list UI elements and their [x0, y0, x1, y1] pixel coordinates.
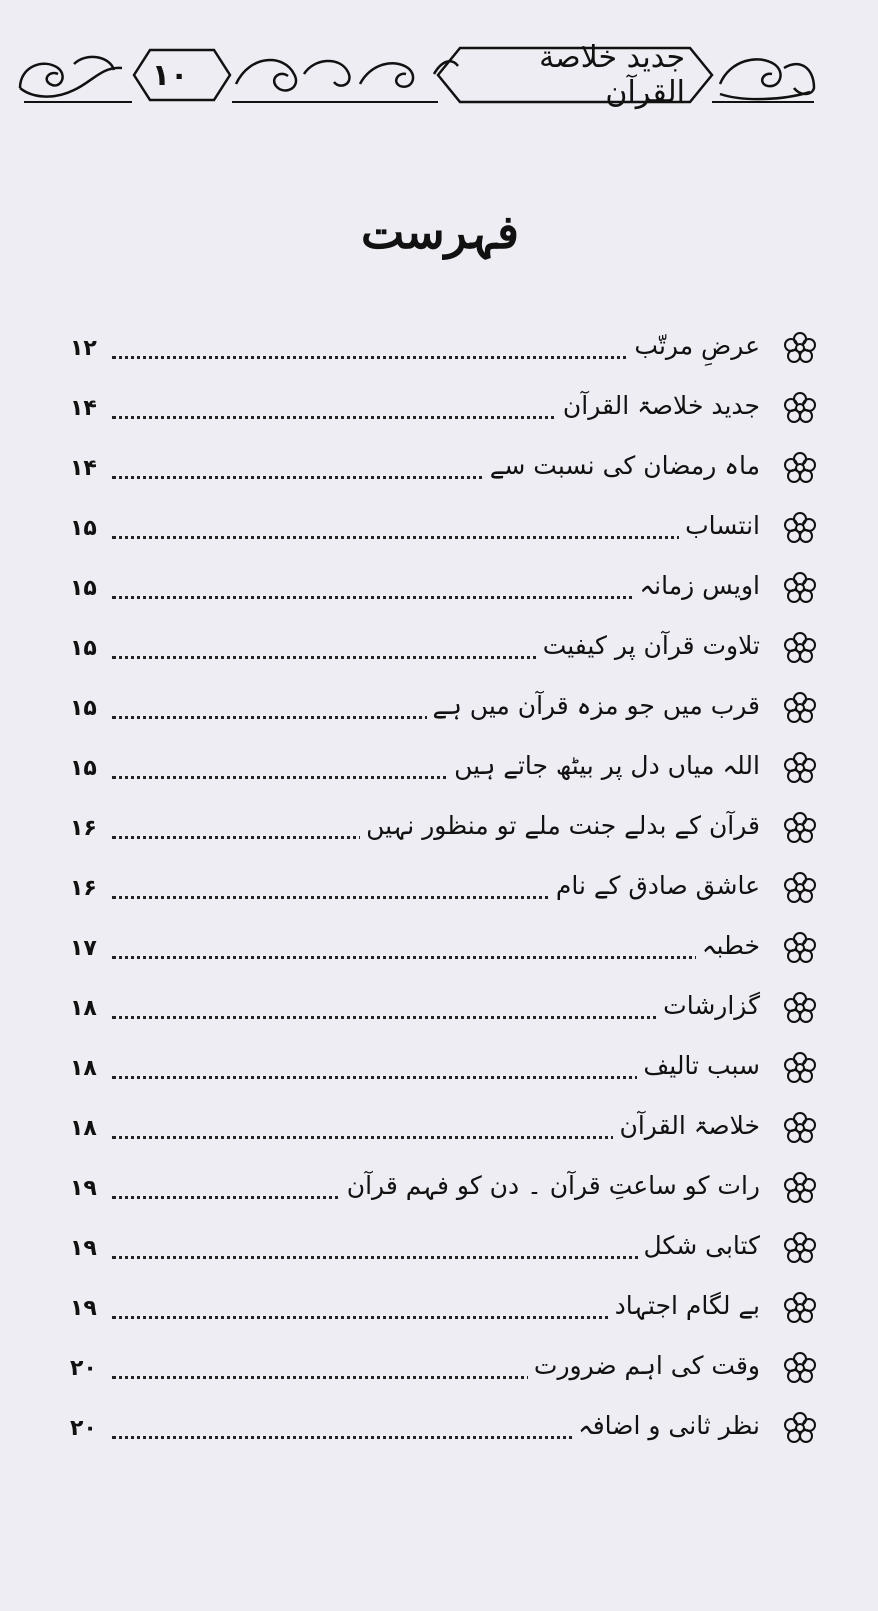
toc-entry-title: عاشق صادق کے نام — [550, 866, 760, 906]
toc-entry-page: ۱۸ — [70, 992, 112, 1026]
toc-entry-page: ۱۵ — [70, 632, 112, 666]
toc-entry-title: ماہ رمضان کی نسبت سے — [484, 446, 760, 486]
flower-ornament-icon — [782, 570, 818, 606]
flower-ornament-icon — [782, 450, 818, 486]
flower-ornament-icon — [782, 390, 818, 426]
toc-entry-page: ۱۴ — [70, 392, 112, 426]
toc-entry-page: ۱۲ — [70, 332, 112, 366]
toc-entry-title: عرضِ مرتّب — [628, 326, 760, 366]
toc-entry — [70, 442, 818, 502]
toc-entry-page: ۱۸ — [70, 1052, 112, 1086]
toc-entry-page: ۱۴ — [70, 452, 112, 486]
toc-entry — [70, 742, 818, 802]
running-title: جدید خلاصة القرآن — [539, 40, 685, 110]
page-number: ۱۰ — [151, 57, 189, 93]
toc-entry-page: ۱۹ — [70, 1232, 112, 1266]
toc-entry-title: نظر ثانی و اضافہ — [572, 1406, 760, 1446]
flower-ornament-icon — [782, 930, 818, 966]
toc-entry-page: ۱۵ — [70, 572, 112, 606]
toc-entry-page: ۲۰ — [70, 1352, 112, 1386]
toc-entry — [70, 322, 818, 382]
toc-entry-page: ۱۶ — [70, 872, 112, 906]
flower-ornament-icon — [782, 1290, 818, 1326]
toc-entry-title: سبب تالیف — [637, 1046, 760, 1086]
toc-entry-page: ۱۹ — [70, 1292, 112, 1326]
flower-ornament-icon — [782, 690, 818, 726]
toc-entry-page: ۲۰ — [70, 1412, 112, 1446]
toc-entry-title: اویس زمانہ — [634, 566, 760, 606]
toc-entry — [70, 802, 818, 862]
toc-entry — [70, 1042, 818, 1102]
flower-ornament-icon — [782, 1230, 818, 1266]
toc-entry — [70, 1102, 818, 1162]
toc-entry-title: وقت کی اہم ضرورت — [528, 1346, 760, 1386]
flower-ornament-icon — [782, 810, 818, 846]
toc-entry-page: ۱۵ — [70, 752, 112, 786]
flower-ornament-icon — [782, 1050, 818, 1086]
toc-entry — [70, 862, 818, 922]
dot-leader — [112, 956, 760, 959]
toc-entry — [70, 622, 818, 682]
toc-entry — [70, 1342, 818, 1402]
table-of-contents — [70, 322, 818, 1462]
toc-entry — [70, 562, 818, 622]
toc-entry-title: اللہ میاں دل پر بیٹھ جاتے ہیں — [448, 746, 760, 786]
toc-entry-page: ۱۹ — [70, 1172, 112, 1206]
toc-entry-page: ۱۵ — [70, 692, 112, 726]
toc-entry-page: ۱۸ — [70, 1112, 112, 1146]
ornamental-border-icon — [14, 40, 820, 110]
toc-entry-title: خطبہ — [696, 926, 760, 966]
toc-entry-title: انتساب — [679, 506, 760, 546]
toc-entry-page: ۱۷ — [70, 932, 112, 966]
toc-entry — [70, 982, 818, 1042]
header-ornament-band — [14, 40, 820, 110]
flower-ornament-icon — [782, 630, 818, 666]
flower-ornament-icon — [782, 1350, 818, 1386]
toc-entry-title: تلاوت قرآن پر کیفیت — [537, 626, 760, 666]
toc-entry-title: بے لگام اجتہاد — [609, 1286, 760, 1326]
flower-ornament-icon — [782, 1410, 818, 1446]
toc-entry-title: گزارشات — [657, 986, 760, 1026]
toc-entry — [70, 502, 818, 562]
toc-entry — [70, 1282, 818, 1342]
toc-entry — [70, 1222, 818, 1282]
toc-entry — [70, 922, 818, 982]
flower-ornament-icon — [782, 990, 818, 1026]
toc-entry-title: رات کو ساعتِ قرآن ۔ دن کو فہم قرآن — [341, 1166, 760, 1206]
toc-entry — [70, 1402, 818, 1462]
toc-entry-page: ۱۶ — [70, 812, 112, 846]
flower-ornament-icon — [782, 510, 818, 546]
toc-entry-title: جدید خلاصۃ القرآن — [557, 386, 760, 426]
flower-ornament-icon — [782, 870, 818, 906]
toc-entry-title: قرب میں جو مزہ قرآن میں ہے — [427, 686, 760, 726]
dot-leader — [112, 536, 760, 539]
toc-entry-title: خلاصۃ القرآن — [613, 1106, 760, 1146]
flower-ornament-icon — [782, 330, 818, 366]
toc-entry — [70, 382, 818, 442]
toc-entry-title: قرآن کے بدلے جنت ملے تو منظور نہیں — [360, 806, 760, 846]
toc-entry — [70, 1162, 818, 1222]
flower-ornament-icon — [782, 1170, 818, 1206]
page-title: فہرست — [360, 205, 520, 259]
toc-entry-title: کتابی شکل — [638, 1226, 761, 1266]
toc-entry-page: ۱۵ — [70, 512, 112, 546]
flower-ornament-icon — [782, 1110, 818, 1146]
flower-ornament-icon — [782, 750, 818, 786]
toc-entry — [70, 682, 818, 742]
